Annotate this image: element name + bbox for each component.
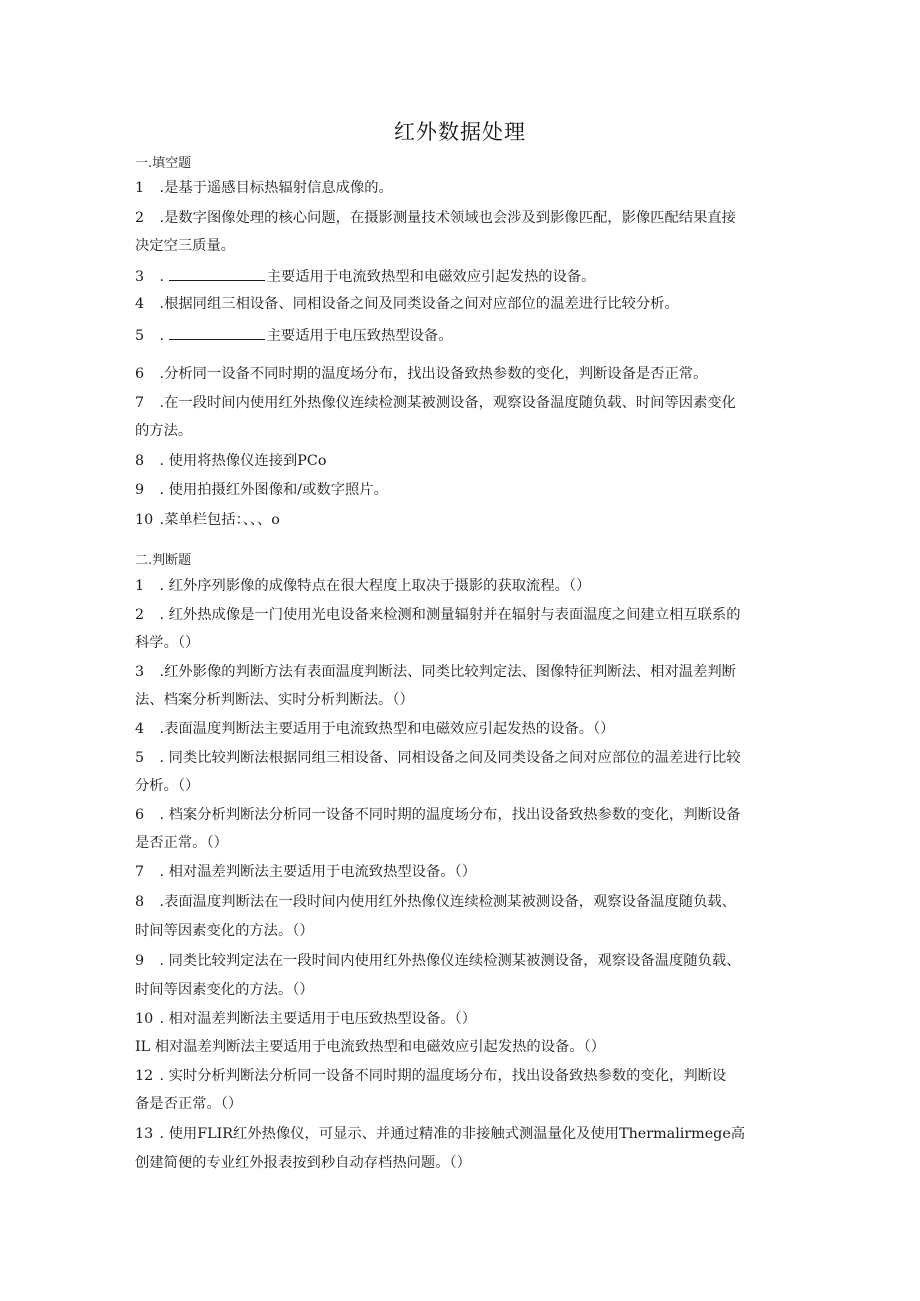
question-item: 10 . 相对温差判断法主要适用于电压致热型设备。（）	[135, 1011, 477, 1027]
question-item: 1 .是基于遥感目标热辐射信息成像的。	[135, 180, 393, 196]
answer-blank	[169, 324, 265, 340]
question-item-continued: 是否正常。（）	[135, 835, 228, 851]
question-item: 2 .是数字图像处理的核心问题，在摄影测量技术领域也会涉及到影像匹配，影像匹配结果直接	[135, 210, 736, 226]
question-item: 1 . 红外序列影像的成像特点在很大程度上取决于摄影的获取流程。（）	[135, 578, 591, 594]
question-item: 7 . 相对温差判断法主要适用于电流致热型设备。（）	[135, 864, 477, 880]
question-item-continued: 时间等因素变化的方法。（）	[135, 982, 314, 998]
question-item: 4 .根据同组三相设备、同相设备之间及同类设备之间对应部位的温差进行比较分析。	[135, 296, 679, 312]
answer-blank	[169, 265, 265, 281]
question-item-continued: 决定空三质量。	[135, 238, 236, 254]
question-item: 5 . 主要适用于电压致热型设备。	[135, 324, 795, 346]
question-item: 6 .分析同一设备不同时期的温度场分布，找出设备致热参数的变化，判断设备是否正常。	[135, 366, 708, 382]
question-item-continued: 科学。（）	[135, 635, 200, 651]
question-item: 7 .在一段时间内使用红外热像仪连续检测某被测设备，观察设备温度随负载、时间等因素变化	[135, 395, 736, 411]
question-item-continued: 时间等因素变化的方法。（）	[135, 923, 314, 939]
question-item: 8 .表面温度判断法在一段时间内使用红外热像仪连续检测某被测设备，观察设备温度随负载、	[135, 894, 736, 910]
question-item: 9 . 同类比较判定法在一段时间内使用红外热像仪连续检测某被测设备，观察设备温度随负载、	[135, 953, 741, 969]
question-item: 8 . 使用将热像仪连接到PCo	[135, 453, 327, 469]
question-item-continued: 的方法。	[135, 423, 193, 439]
question-item-continued: 备是否正常。（）	[135, 1096, 243, 1112]
question-item-continued: 创建简便的专业红外报表按到秒自动存档热问题。（）	[135, 1155, 471, 1171]
question-item: 4 .表面温度判断法主要适用于电流致热型和电磁效应引起发热的设备。（）	[135, 721, 615, 737]
page-title: 红外数据处理	[394, 120, 526, 144]
question-item: 3 . 主要适用于电流致热型和电磁效应引起发热的设备。	[135, 265, 795, 287]
question-item-continued: 法、档案分析判断法、实时分析判断法。（）	[135, 692, 414, 708]
question-item: 12 . 实时分析判断法分析同一设备不同时期的温度场分布，找出设备致热参数的变化，判断设	[135, 1068, 727, 1084]
section-heading-true-false: 二.判断题	[135, 553, 192, 568]
question-item: 6 . 档案分析判断法分析同一设备不同时期的温度场分布，找出设备致热参数的变化，判断设备	[135, 807, 741, 823]
question-item: 5 . 同类比较判断法根据同组三相设备、同相设备之间及同类设备之间对应部位的温差进行比较	[135, 750, 741, 766]
question-item: 2 . 红外热成像是一门使用光电设备来检测和测量辐射并在辐射与表面温度之间建立相互联系的	[135, 607, 741, 623]
question-item: IL 相对温差判断法主要适用于电流致热型和电磁效应引起发热的设备。（）	[135, 1039, 606, 1055]
section-heading-fill-in: 一.填空题	[135, 156, 192, 171]
question-item: 3 .红外影像的判断方法有表面温度判断法、同类比较判定法、图像特征判断法、相对温差判断	[135, 664, 736, 680]
question-item: 13 . 使用FLIR红外热像仪，可显示、并通过精准的非接触式测温量化及使用Thermalirmege高	[135, 1126, 746, 1142]
question-item-continued: 分析。（）	[135, 778, 200, 794]
question-item: 10 .菜单栏包括：、、、o	[135, 512, 280, 528]
question-item: 9 . 使用拍摄红外图像和/或数字照片。	[135, 482, 388, 498]
